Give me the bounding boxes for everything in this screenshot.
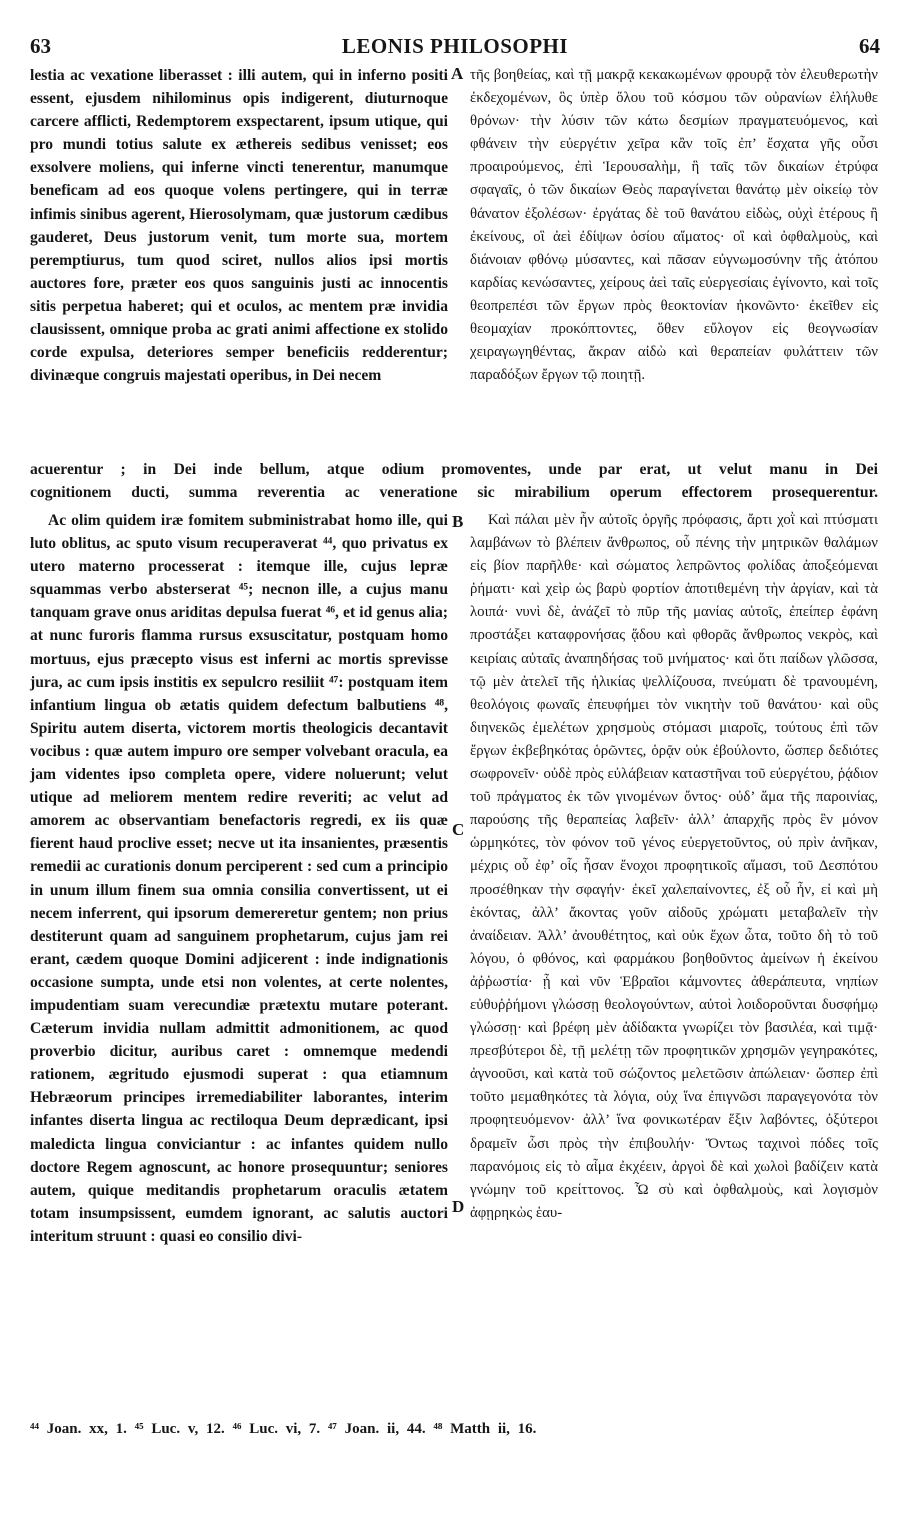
latin-column-bottom <box>30 509 448 1414</box>
margin-marker-a: A <box>451 64 464 83</box>
greek-column-top <box>470 64 878 459</box>
full-width-latin-lines <box>30 458 878 504</box>
greek-column-bottom <box>470 509 878 1414</box>
footnotes: ⁴⁴ Joan. xx, 1. ⁴⁵ Luc. v, 12. ⁴⁶ Luc. vi, 7. ⁴⁷ Joan. ii, 44. ⁴⁸ Matth ii, 16. <box>30 1421 537 1437</box>
latin-paragraph-1: lestia ac vexatione liberasset : illi autem, qui in inferno positi essent, ejusdem nihilominus opis indigerent, diuturnoque carcere afflicti, Redemptorem exspectarent, ipsum utique, qui pro mundi totius salute ex æthereis sedibus venisset; eos exsolvere moliens, qui inferne vincti tenerentur, manumque beneficam ad eos quoque volens pertingere, qui in terræ infimis sinibus agerent, Hierosolymam, quæ justorum cædibus gauderet, Deus justorum venit, tum morte sua, mortem peremptiurus, tum quod sciret, nullos alios ipsi mortis auctores fore, præter eos quos sanguinis justi ac innocentis sitis perpetua haberet; qui et oculos, ac mentem præ invidia clausissent, omnique proba ac grati animi affectione ex stolido corde expulsa, deteriores semper beneficiis redderentur; divinæque congruis majestati operibus, in Dei necem <box>30 67 448 385</box>
latin-column-top <box>30 64 448 459</box>
greek-paragraph-2: Καὶ πάλαι μὲν ἦν αὐτοῖς ὀργῆς πρόφασις, ἄρτι χοῒ καὶ πτύσματι λαμβάνων τὸ βλέπειν ἄνθρωπος, οὗ πένης τὴν μητρικῶν θαλάμων εἰς βίον παρῆλθε· καὶ σώματος λεπρῶντος φολίδας ἀποξεόμεναι ῥήματι· καὶ χεὶρ ὡς βαρὺ φορτίον ἀποτιθεμένη τὴν ἀργίαν, καὶ τὰ λοιπά· νυνὶ δὲ, ἀνάζεῖ τὸ πῦρ τῆς μανίας αὐτοῖς, ἐπείπερ ἐφάνη προστάξει καταφρονήσας ᾅδου καὶ φθορᾶς ἄνθρωπος νεκρὸς, καὶ κειρίαις αὐταῖς ἀναπηδήσας τοῦ μνήματος· καὶ ὅτι παίδων γλῶσσα, τῷ μὲν ἀτελεῖ τῆς ἡλικίας ψελλίζουσα, πνεύματι δὲ τρανουμένη, θεολόγοις φωναῖς ἐπευφήμει τὸν νικητὴν τοῦ θανάτου· καὶ οὓς διηνεκῶς ἐμελέτων χρησμοὺς στόμασι μιαροῖς, τούτους ἐπὶ τῶν ἔργων ἐκβεβηκότας ὁρῶντες, ὁρᾷν οὐκ ἐβούλοντο, ὥσπερ δεδιότες σωφρονεῖν· οὐδὲ πρὸς εὐλάβειαν καταστῆναι τοῦ εὐεργέτου, ῥᾴδιον τοῦ πράγματος ἐκ τῶν γινομένων ὄντος· οὐδ’ ἅμα τῆς παροινίας, παρούσης τῆς θεραπείας λαβεῖν· ἀλλ’ ἀπαρχῆς πρὸς ἓν μόνον ὡρμηκότες, τὸν φόνον τοῦ γένος εὐεργετοῦντος, οὐ πρὶν ἀνῆκαν, μέχρις οὗ ἐφ’ οἷς ἦσαν ἔνοχοι προφητικοῖς αἵμασι, τοῦ Δεσπότου προσέθηκαν τὴν σφαγήν· ἐκεῖ χαλεπαίνοντες, ἐξ οὗ ἦν, εἰ καὶ μὴ ἑκόντας, ἀλλ’ ἄκοντας γοῦν αἰδοῦς χρώματι μεταβαλεῖν τὴν ἀναίδειαν. Ἀλλ’ ἀνουθέτητος, καὶ οὐκ ἔχων ὦτα, τοῦτο δὴ τὸ τοῦ λόγου, ὁ φθόνος, καὶ φαρμάκου βοηθοῦντος ἀμείνων ἡ ἐκείνου ἀῤῥωστία· ᾗ καὶ νῦν Ἑβραῖοι κάμνοντες ἀθεράπευτα, νηπίων εὐθυῤῥήμονι γλώσσῃ θεολογούντων, αὐτοὶ λοιδοροῦνται δυσφήμῳ γλώσσῃ· καὶ βρέφη μὲν ἀδίδακτα γνωρίζει τὸν βασιλέα, καὶ τιμᾷ· πρεσβύτεροι δὲ, τῇ μελέτῃ τῶν προφητικῶν χρησμῶν γεγηρακότες, ἀγνοοῦσι, καὶ κατὰ τοῦ σώζοντος μελετῶσιν ἀπώλειαν· ὥσπερ ἐπὶ τοῦτο μεμαθηκότες τὰ λόγια, οὐχ ἵνα ἐπιγνῶσι παραγεγονότα τὸν προφητευόμενον· ἀλλ’ ἵνα φονικωτέραν ἕξιν λαβόντες, ὀξύτεροι δραμεῖν ὦσι πρὸς τὴν ἐπιβουλήν· Ὄντως ταχινοὶ πόδες τοῖς παρανόμοις εἰς τὸ αἷμα ἐκχέειν, ἀργοὶ δὲ καὶ χωλοὶ βαδίζειν κατὰ γνώμην τοῦ κρείττονος. Ὦ σὺ καὶ ὀφθαλμοὺς, καὶ λογισμὸν ἀφῃρηκὼς ἑαυ- <box>470 512 878 1221</box>
full-width-line-2: cognitionem ducti, summa reverentia ac veneratione sic mirabilium operum effectorem prosequerentur. <box>30 484 878 502</box>
margin-marker-d: D <box>452 1197 465 1216</box>
page-header <box>30 34 880 68</box>
full-width-line-1: acuerentur ; in Dei inde bellum, atque odium promoventes, unde par erat, ut velut manu in Dei <box>30 461 878 478</box>
margin-marker-c: C <box>452 820 465 839</box>
running-title: LEONIS PHILOSOPHI <box>341 34 569 58</box>
latin-paragraph-2: Ac olim quidem iræ fomitem subministrabat homo ille, qui luto oblitus, ac sputo visum recuperaverat ⁴⁴, quo privatus ex utero materno processerat : itemque ille, cujus lepræ squammas verbo absterserat ⁴⁵; necnon ille, a cujus manu tanquam grave onus ariditas depulsa fuerat ⁴⁶, et id genus alia; at nunc furoris flamma rursus exsuscitatur, postquam homo mortuus, ejus præcepto visus est inferni ac mortis sprevisse jura, ac cum ipsis institis ex sepulcro resiliit ⁴⁷: postquam item infantium lingua ob ætatis quidem defectum balbutiens ⁴⁸, Spiritu autem diserta, victorem mortis theologicis decantavit vocibus : quæ autem impuro ore semper volvebant oracula, ea jam videntes ipso completa opere, videre noluerunt; velut utique ad meliorem mentem redire reveriti; ac velut ad amorem ac observantiam benefactoris regredi, ex iis quæ fierent haud proclive esset; necve ut ita insanientes, præsentis remedii ac curationis donum perciperent : sed cum a principio in unum illum finem sua omnia consilia convertissent, ut ei necem inferrent, qui ipsorum demereretur gentem; non prius destiterunt quam ad sanguinem prophetarum, cujus jam rei erant, cædem quoque Domini adjicerent : inde indignationis occasione sumpta, unde etsi non volentes, at certe nolentes, impudentiam suam verecundiæ prætextu mutare poterant. Cæterum invidia nullam admittit admonitionem, ac quod proverbio dicitur, auribus caret : omnemque medendi rationem, ægritudo ejusmodi superat : qua etiamnum Hebræorum principes irremediabiliter laborantes, interim infantes diserta lingua ac rectiloqua Deum deprædicant, ipsi maledicta lingua conviciantur : ac infantes quidem nullo doctore Regem agnoscunt, ac honore prosequuntur; seniores autem, quique meditandis prophetarum oraculis ætatem totam insumpsissent, eumdem ignorant, ac salutis auctori interitum struunt : quasi eo consilio divi- <box>30 512 448 1245</box>
page-number-left: 63 <box>30 34 51 58</box>
page-number-right: 64 <box>859 34 880 58</box>
margin-marker-b: B <box>452 512 464 531</box>
greek-paragraph-1: τῆς βοηθείας, καὶ τῇ μακρᾷ κεκακωμένων φρουρᾷ τὸν ἐλευθερωτὴν ἐκδεχομένων, ὃς ὑπὲρ ὅλου τοῦ κόσμου τῶν οὐρανίων ἐλήλυθε θρόνων· τὴν λύσιν τῶν κάτω δεσμίων πραγματευόμενος, καὶ φθάνειν τὴν εὐεργέτιν χεῖρα κἂν τοῖς ἐπ’ ἔσχατα γῆς οὖσι προαιρούμενος, ἐπὶ Ἱερουσαλὴμ, ἣ ταῖς τῶν δικαίων ἐτρύφα σφαγαῖς, ὁ τῶν δικαίων Θεὸς παραγίνεται θανάτῳ μὲν οἰκείῳ τὸν θάνατον ἐξολέσων· ἐργάτας δὲ τοῦ θανάτου εἰδὼς, οὐχὶ ἑτέρους ἢ ἐκείνους, οἳ ἀεὶ ἐδίψων ὁσίου αἵματος· οἳ καὶ ὀφθαλμοὺς, καὶ διάνοιαν φθόνῳ μύσαντες, καὶ πᾶσαν εὐγνωμοσύνην τῆς ἀτόπου καρδίας κενώσαντες, χείρους ἀεὶ ταῖς εὐεργεσίαις ἐγίνοντο, καὶ τοῖς θεοπρεπέσι τῶν ἔργων πρὸς θεοκτονίαν ἠκονῶντο· ἐκεῖθεν εἰς θεομαχίαν προκόπτοντες, ὅθεν εὔλογον εἰς θεογνωσίαν χειραγωγηθέντας, ἄκραν αἰδὼ καὶ θεραπείαν φυλάττειν τῶν παραδόξων ἔργων τῷ ποιητῇ. <box>470 67 878 384</box>
